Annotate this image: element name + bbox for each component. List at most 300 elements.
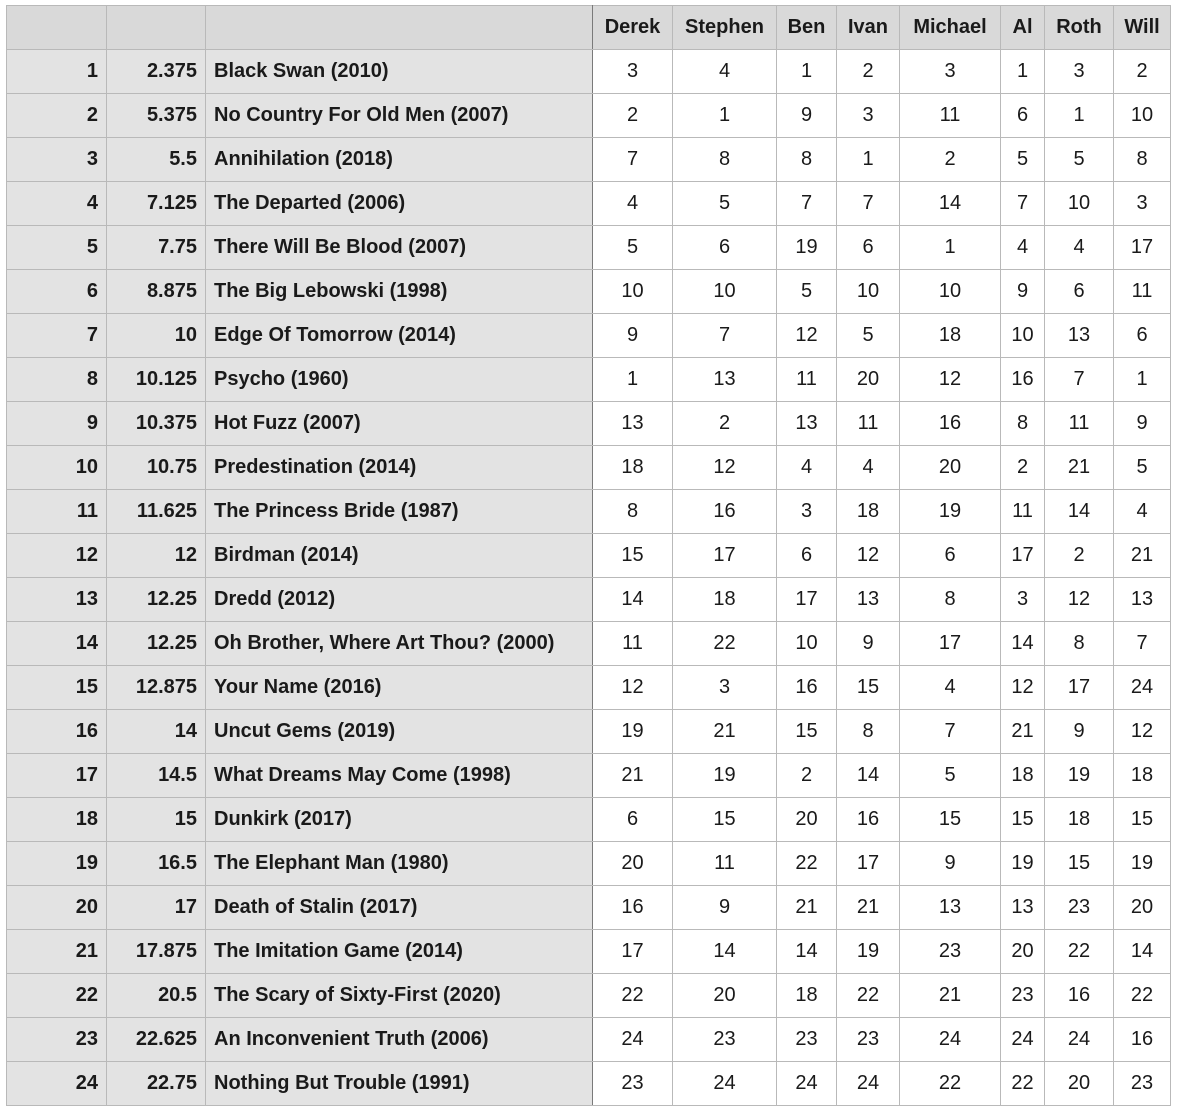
- score-cell[interactable]: 23: [1001, 974, 1045, 1018]
- movie-title-cell[interactable]: Dunkirk (2017): [206, 798, 593, 842]
- movie-title-cell[interactable]: The Departed (2006): [206, 182, 593, 226]
- score-cell[interactable]: 4: [1114, 490, 1171, 534]
- score-cell[interactable]: 5: [900, 754, 1001, 798]
- score-cell[interactable]: 16: [1001, 358, 1045, 402]
- score-cell[interactable]: 10: [1001, 314, 1045, 358]
- score-cell[interactable]: 19: [673, 754, 777, 798]
- score-cell[interactable]: 5: [777, 270, 837, 314]
- header-cell-blank[interactable]: [107, 6, 206, 50]
- score-cell[interactable]: 16: [1114, 1018, 1171, 1062]
- rank-cell[interactable]: 2: [7, 94, 107, 138]
- score-cell[interactable]: 17: [593, 930, 673, 974]
- score-cell[interactable]: 21: [1114, 534, 1171, 578]
- header-cell-al[interactable]: Al: [1001, 6, 1045, 50]
- score-cell[interactable]: 14: [1001, 622, 1045, 666]
- average-cell[interactable]: 10: [107, 314, 206, 358]
- rank-cell[interactable]: 13: [7, 578, 107, 622]
- average-cell[interactable]: 2.375: [107, 50, 206, 94]
- movie-title-cell[interactable]: There Will Be Blood (2007): [206, 226, 593, 270]
- score-cell[interactable]: 10: [777, 622, 837, 666]
- movie-title-cell[interactable]: Edge Of Tomorrow (2014): [206, 314, 593, 358]
- score-cell[interactable]: 8: [777, 138, 837, 182]
- rank-cell[interactable]: 1: [7, 50, 107, 94]
- score-cell[interactable]: 2: [900, 138, 1001, 182]
- table-row: [7, 314, 1171, 358]
- average-cell[interactable]: 7.125: [107, 182, 206, 226]
- score-cell[interactable]: 9: [900, 842, 1001, 886]
- rank-cell[interactable]: 17: [7, 754, 107, 798]
- average-cell[interactable]: 11.625: [107, 490, 206, 534]
- score-cell[interactable]: 16: [673, 490, 777, 534]
- average-cell[interactable]: 10.375: [107, 402, 206, 446]
- score-cell[interactable]: 18: [900, 314, 1001, 358]
- score-cell[interactable]: 12: [1001, 666, 1045, 710]
- score-cell[interactable]: 19: [1001, 842, 1045, 886]
- score-cell[interactable]: 10: [1114, 94, 1171, 138]
- movie-title-cell[interactable]: Predestination (2014): [206, 446, 593, 490]
- average-cell[interactable]: 17.875: [107, 930, 206, 974]
- rank-cell[interactable]: 3: [7, 138, 107, 182]
- score-cell[interactable]: 13: [837, 578, 900, 622]
- score-cell[interactable]: 24: [777, 1062, 837, 1106]
- score-cell[interactable]: 8: [593, 490, 673, 534]
- score-cell[interactable]: 1: [673, 94, 777, 138]
- score-cell[interactable]: 20: [1114, 886, 1171, 930]
- table-row: [7, 798, 1171, 842]
- score-cell[interactable]: 9: [1114, 402, 1171, 446]
- score-cell[interactable]: 15: [593, 534, 673, 578]
- rank-cell[interactable]: 24: [7, 1062, 107, 1106]
- score-cell[interactable]: 24: [1001, 1018, 1045, 1062]
- score-cell[interactable]: 21: [593, 754, 673, 798]
- score-cell[interactable]: 4: [777, 446, 837, 490]
- score-cell[interactable]: 8: [900, 578, 1001, 622]
- score-cell[interactable]: 10: [673, 270, 777, 314]
- movie-title-cell[interactable]: The Elephant Man (1980): [206, 842, 593, 886]
- score-cell[interactable]: 11: [1045, 402, 1114, 446]
- score-cell[interactable]: 1: [1045, 94, 1114, 138]
- rank-cell[interactable]: 11: [7, 490, 107, 534]
- score-cell[interactable]: 19: [900, 490, 1001, 534]
- table-row: [7, 94, 1171, 138]
- table-row: [7, 974, 1171, 1018]
- header-cell-blank[interactable]: [7, 6, 107, 50]
- score-cell[interactable]: 6: [593, 798, 673, 842]
- score-cell[interactable]: 9: [837, 622, 900, 666]
- score-cell[interactable]: 19: [837, 930, 900, 974]
- score-cell[interactable]: 12: [1045, 578, 1114, 622]
- movie-title-cell[interactable]: The Big Lebowski (1998): [206, 270, 593, 314]
- score-cell[interactable]: 21: [777, 886, 837, 930]
- score-cell[interactable]: 4: [837, 446, 900, 490]
- score-cell[interactable]: 3: [1001, 578, 1045, 622]
- score-cell[interactable]: 5: [1045, 138, 1114, 182]
- score-cell[interactable]: 17: [837, 842, 900, 886]
- average-cell[interactable]: 12.875: [107, 666, 206, 710]
- score-cell[interactable]: 23: [1045, 886, 1114, 930]
- score-cell[interactable]: 17: [900, 622, 1001, 666]
- score-cell[interactable]: 14: [593, 578, 673, 622]
- score-cell[interactable]: 24: [837, 1062, 900, 1106]
- score-cell[interactable]: 3: [593, 50, 673, 94]
- score-cell[interactable]: 3: [777, 490, 837, 534]
- header-row: [7, 6, 1171, 50]
- score-cell[interactable]: 3: [1045, 50, 1114, 94]
- header-cell-ben[interactable]: Ben: [777, 6, 837, 50]
- header-cell-michael[interactable]: Michael: [900, 6, 1001, 50]
- movie-title-cell[interactable]: Your Name (2016): [206, 666, 593, 710]
- score-cell[interactable]: 2: [777, 754, 837, 798]
- score-cell[interactable]: 22: [777, 842, 837, 886]
- table-row: [7, 578, 1171, 622]
- score-cell[interactable]: 7: [673, 314, 777, 358]
- score-cell[interactable]: 13: [900, 886, 1001, 930]
- score-cell[interactable]: 11: [837, 402, 900, 446]
- score-cell[interactable]: 12: [837, 534, 900, 578]
- score-cell[interactable]: 18: [673, 578, 777, 622]
- rank-cell[interactable]: 23: [7, 1018, 107, 1062]
- score-cell[interactable]: 13: [673, 358, 777, 402]
- movie-title-cell[interactable]: Hot Fuzz (2007): [206, 402, 593, 446]
- table-row: [7, 754, 1171, 798]
- score-cell[interactable]: 1: [1114, 358, 1171, 402]
- score-cell[interactable]: 2: [1045, 534, 1114, 578]
- table-row: [7, 930, 1171, 974]
- score-cell[interactable]: 7: [837, 182, 900, 226]
- score-cell[interactable]: 1: [777, 50, 837, 94]
- score-cell[interactable]: 14: [1045, 490, 1114, 534]
- movie-title-cell[interactable]: Birdman (2014): [206, 534, 593, 578]
- score-cell[interactable]: 16: [900, 402, 1001, 446]
- score-cell[interactable]: 21: [837, 886, 900, 930]
- score-cell[interactable]: 15: [837, 666, 900, 710]
- score-cell[interactable]: 11: [1001, 490, 1045, 534]
- rank-cell[interactable]: 16: [7, 710, 107, 754]
- score-cell[interactable]: 2: [673, 402, 777, 446]
- score-cell[interactable]: 17: [777, 578, 837, 622]
- score-cell[interactable]: 7: [777, 182, 837, 226]
- score-cell[interactable]: 5: [1001, 138, 1045, 182]
- average-cell[interactable]: 5.375: [107, 94, 206, 138]
- movie-title-cell[interactable]: Psycho (1960): [206, 358, 593, 402]
- movie-title-cell[interactable]: The Scary of Sixty-First (2020): [206, 974, 593, 1018]
- score-cell[interactable]: 21: [900, 974, 1001, 1018]
- score-cell[interactable]: 4: [593, 182, 673, 226]
- score-cell[interactable]: 11: [777, 358, 837, 402]
- average-cell[interactable]: 22.75: [107, 1062, 206, 1106]
- average-cell[interactable]: 14: [107, 710, 206, 754]
- score-cell[interactable]: 5: [1114, 446, 1171, 490]
- score-cell[interactable]: 8: [1001, 402, 1045, 446]
- table-row: [7, 534, 1171, 578]
- score-cell[interactable]: 2: [1114, 50, 1171, 94]
- table-row: [7, 710, 1171, 754]
- header-cell-blank[interactable]: [206, 6, 593, 50]
- table-row: [7, 622, 1171, 666]
- table-row: [7, 446, 1171, 490]
- score-cell[interactable]: 12: [1114, 710, 1171, 754]
- score-cell[interactable]: 7: [1114, 622, 1171, 666]
- score-cell[interactable]: 20: [673, 974, 777, 1018]
- score-cell[interactable]: 16: [593, 886, 673, 930]
- score-cell[interactable]: 8: [1045, 622, 1114, 666]
- score-cell[interactable]: 18: [1114, 754, 1171, 798]
- average-cell[interactable]: 12.25: [107, 578, 206, 622]
- score-cell[interactable]: 24: [1114, 666, 1171, 710]
- score-cell[interactable]: 15: [900, 798, 1001, 842]
- score-cell[interactable]: 11: [1114, 270, 1171, 314]
- score-cell[interactable]: 21: [1045, 446, 1114, 490]
- table-row: [7, 666, 1171, 710]
- average-cell[interactable]: 20.5: [107, 974, 206, 1018]
- score-cell[interactable]: 6: [673, 226, 777, 270]
- rank-cell[interactable]: 15: [7, 666, 107, 710]
- rank-cell[interactable]: 14: [7, 622, 107, 666]
- movie-title-cell[interactable]: Black Swan (2010): [206, 50, 593, 94]
- rank-cell[interactable]: 4: [7, 182, 107, 226]
- score-cell[interactable]: 3: [673, 666, 777, 710]
- score-cell[interactable]: 15: [673, 798, 777, 842]
- rank-cell[interactable]: 8: [7, 358, 107, 402]
- score-cell[interactable]: 16: [837, 798, 900, 842]
- score-cell[interactable]: 17: [673, 534, 777, 578]
- average-cell[interactable]: 8.875: [107, 270, 206, 314]
- score-cell[interactable]: 6: [777, 534, 837, 578]
- score-cell[interactable]: 1: [1001, 50, 1045, 94]
- table-row: [7, 402, 1171, 446]
- score-cell[interactable]: 2: [1001, 446, 1045, 490]
- score-cell[interactable]: 24: [673, 1062, 777, 1106]
- movie-title-cell[interactable]: An Inconvenient Truth (2006): [206, 1018, 593, 1062]
- score-cell[interactable]: 7: [593, 138, 673, 182]
- score-cell[interactable]: 22: [900, 1062, 1001, 1106]
- table-row: [7, 358, 1171, 402]
- header-cell-derek[interactable]: Derek: [593, 6, 673, 50]
- movie-title-cell[interactable]: Uncut Gems (2019): [206, 710, 593, 754]
- average-cell[interactable]: 10.75: [107, 446, 206, 490]
- score-cell[interactable]: 10: [837, 270, 900, 314]
- movie-title-cell[interactable]: Annihilation (2018): [206, 138, 593, 182]
- score-cell[interactable]: 4: [900, 666, 1001, 710]
- score-cell[interactable]: 4: [673, 50, 777, 94]
- score-cell[interactable]: 20: [837, 358, 900, 402]
- average-cell[interactable]: 12.25: [107, 622, 206, 666]
- score-cell[interactable]: 20: [1045, 1062, 1114, 1106]
- score-cell[interactable]: 13: [1001, 886, 1045, 930]
- average-cell[interactable]: 5.5: [107, 138, 206, 182]
- score-cell[interactable]: 12: [593, 666, 673, 710]
- score-cell[interactable]: 22: [1001, 1062, 1045, 1106]
- score-cell[interactable]: 23: [673, 1018, 777, 1062]
- header-cell-roth[interactable]: Roth: [1045, 6, 1114, 50]
- score-cell[interactable]: 24: [593, 1018, 673, 1062]
- score-cell[interactable]: 16: [1045, 974, 1114, 1018]
- rank-cell[interactable]: 18: [7, 798, 107, 842]
- table-row: [7, 1062, 1171, 1106]
- movie-title-cell[interactable]: The Princess Bride (1987): [206, 490, 593, 534]
- score-cell[interactable]: 22: [673, 622, 777, 666]
- score-cell[interactable]: 10: [593, 270, 673, 314]
- score-cell[interactable]: 1: [593, 358, 673, 402]
- score-cell[interactable]: 19: [777, 226, 837, 270]
- table-row: [7, 138, 1171, 182]
- score-cell[interactable]: 2: [837, 50, 900, 94]
- score-cell[interactable]: 8: [673, 138, 777, 182]
- movie-title-cell[interactable]: Death of Stalin (2017): [206, 886, 593, 930]
- score-cell[interactable]: 12: [777, 314, 837, 358]
- score-cell[interactable]: 14: [673, 930, 777, 974]
- score-cell[interactable]: 11: [900, 94, 1001, 138]
- table-body: [7, 50, 1171, 1106]
- movie-title-cell[interactable]: Oh Brother, Where Art Thou? (2000): [206, 622, 593, 666]
- score-cell[interactable]: 23: [593, 1062, 673, 1106]
- score-cell[interactable]: 16: [777, 666, 837, 710]
- score-cell[interactable]: 15: [1045, 842, 1114, 886]
- score-cell[interactable]: 5: [837, 314, 900, 358]
- rank-cell[interactable]: 6: [7, 270, 107, 314]
- score-cell[interactable]: 10: [1045, 182, 1114, 226]
- score-cell[interactable]: 14: [1114, 930, 1171, 974]
- rank-cell[interactable]: 9: [7, 402, 107, 446]
- average-cell[interactable]: 12: [107, 534, 206, 578]
- score-cell[interactable]: 19: [1045, 754, 1114, 798]
- score-cell[interactable]: 12: [673, 446, 777, 490]
- table-row: [7, 842, 1171, 886]
- movie-title-cell[interactable]: What Dreams May Come (1998): [206, 754, 593, 798]
- score-cell[interactable]: 12: [900, 358, 1001, 402]
- score-cell[interactable]: 22: [593, 974, 673, 1018]
- score-cell[interactable]: 9: [777, 94, 837, 138]
- score-cell[interactable]: 13: [1045, 314, 1114, 358]
- table-row: [7, 226, 1171, 270]
- average-cell[interactable]: 22.625: [107, 1018, 206, 1062]
- average-cell[interactable]: 17: [107, 886, 206, 930]
- score-cell[interactable]: 23: [777, 1018, 837, 1062]
- score-cell[interactable]: 20: [777, 798, 837, 842]
- score-cell[interactable]: 3: [837, 94, 900, 138]
- score-cell[interactable]: 6: [1045, 270, 1114, 314]
- score-cell[interactable]: 13: [593, 402, 673, 446]
- score-cell[interactable]: 7: [900, 710, 1001, 754]
- movie-title-cell[interactable]: Dredd (2012): [206, 578, 593, 622]
- score-cell[interactable]: 14: [900, 182, 1001, 226]
- score-cell[interactable]: 3: [900, 50, 1001, 94]
- score-cell[interactable]: 3: [1114, 182, 1171, 226]
- average-cell[interactable]: 14.5: [107, 754, 206, 798]
- average-cell[interactable]: 7.75: [107, 226, 206, 270]
- score-cell[interactable]: 6: [1114, 314, 1171, 358]
- rank-cell[interactable]: 12: [7, 534, 107, 578]
- movie-title-cell[interactable]: Nothing But Trouble (1991): [206, 1062, 593, 1106]
- score-cell[interactable]: 14: [777, 930, 837, 974]
- score-cell[interactable]: 11: [673, 842, 777, 886]
- rank-cell[interactable]: 19: [7, 842, 107, 886]
- score-cell[interactable]: 23: [837, 1018, 900, 1062]
- score-cell[interactable]: 15: [777, 710, 837, 754]
- score-cell[interactable]: 5: [673, 182, 777, 226]
- movie-title-cell[interactable]: The Imitation Game (2014): [206, 930, 593, 974]
- score-cell[interactable]: 2: [593, 94, 673, 138]
- header-cell-will[interactable]: Will: [1114, 6, 1171, 50]
- table-row: [7, 50, 1171, 94]
- score-cell[interactable]: 8: [837, 710, 900, 754]
- score-cell[interactable]: 19: [1114, 842, 1171, 886]
- score-cell[interactable]: 15: [1114, 798, 1171, 842]
- rankings-table: [6, 5, 1171, 1106]
- score-cell[interactable]: 19: [593, 710, 673, 754]
- average-cell[interactable]: 15: [107, 798, 206, 842]
- score-cell[interactable]: 18: [837, 490, 900, 534]
- header-cell-ivan[interactable]: Ivan: [837, 6, 900, 50]
- score-cell[interactable]: 9: [593, 314, 673, 358]
- score-cell[interactable]: 18: [1001, 754, 1045, 798]
- score-cell[interactable]: 18: [777, 974, 837, 1018]
- score-cell[interactable]: 17: [1001, 534, 1045, 578]
- score-cell[interactable]: 24: [900, 1018, 1001, 1062]
- rank-cell[interactable]: 7: [7, 314, 107, 358]
- score-cell[interactable]: 18: [1045, 798, 1114, 842]
- rank-cell[interactable]: 5: [7, 226, 107, 270]
- rank-cell[interactable]: 22: [7, 974, 107, 1018]
- score-cell[interactable]: 18: [593, 446, 673, 490]
- score-cell[interactable]: 21: [673, 710, 777, 754]
- score-cell[interactable]: 20: [1001, 930, 1045, 974]
- score-cell[interactable]: 20: [900, 446, 1001, 490]
- average-cell[interactable]: 16.5: [107, 842, 206, 886]
- score-cell[interactable]: 5: [593, 226, 673, 270]
- movie-title-cell[interactable]: No Country For Old Men (2007): [206, 94, 593, 138]
- score-cell[interactable]: 17: [1114, 226, 1171, 270]
- score-cell[interactable]: 11: [593, 622, 673, 666]
- table-row: [7, 490, 1171, 534]
- score-cell[interactable]: 6: [837, 226, 900, 270]
- score-cell[interactable]: 17: [1045, 666, 1114, 710]
- score-cell[interactable]: 23: [1114, 1062, 1171, 1106]
- header-cell-stephen[interactable]: Stephen: [673, 6, 777, 50]
- score-cell[interactable]: 22: [837, 974, 900, 1018]
- rank-cell[interactable]: 10: [7, 446, 107, 490]
- score-cell[interactable]: 21: [1001, 710, 1045, 754]
- rank-cell[interactable]: 20: [7, 886, 107, 930]
- score-cell[interactable]: 4: [1001, 226, 1045, 270]
- score-cell[interactable]: 13: [777, 402, 837, 446]
- score-cell[interactable]: 24: [1045, 1018, 1114, 1062]
- score-cell[interactable]: 22: [1045, 930, 1114, 974]
- average-cell[interactable]: 10.125: [107, 358, 206, 402]
- score-cell[interactable]: 7: [1001, 182, 1045, 226]
- score-cell[interactable]: 1: [900, 226, 1001, 270]
- score-cell[interactable]: 23: [900, 930, 1001, 974]
- score-cell[interactable]: 7: [1045, 358, 1114, 402]
- score-cell[interactable]: 9: [1001, 270, 1045, 314]
- table-row: [7, 182, 1171, 226]
- score-cell[interactable]: 15: [1001, 798, 1045, 842]
- score-cell[interactable]: 6: [1001, 94, 1045, 138]
- table-row: [7, 886, 1171, 930]
- score-cell[interactable]: 14: [837, 754, 900, 798]
- score-cell[interactable]: 13: [1114, 578, 1171, 622]
- score-cell[interactable]: 22: [1114, 974, 1171, 1018]
- score-cell[interactable]: 20: [593, 842, 673, 886]
- score-cell[interactable]: 6: [900, 534, 1001, 578]
- score-cell[interactable]: 9: [673, 886, 777, 930]
- score-cell[interactable]: 1: [837, 138, 900, 182]
- rank-cell[interactable]: 21: [7, 930, 107, 974]
- score-cell[interactable]: 9: [1045, 710, 1114, 754]
- score-cell[interactable]: 4: [1045, 226, 1114, 270]
- score-cell[interactable]: 10: [900, 270, 1001, 314]
- score-cell[interactable]: 8: [1114, 138, 1171, 182]
